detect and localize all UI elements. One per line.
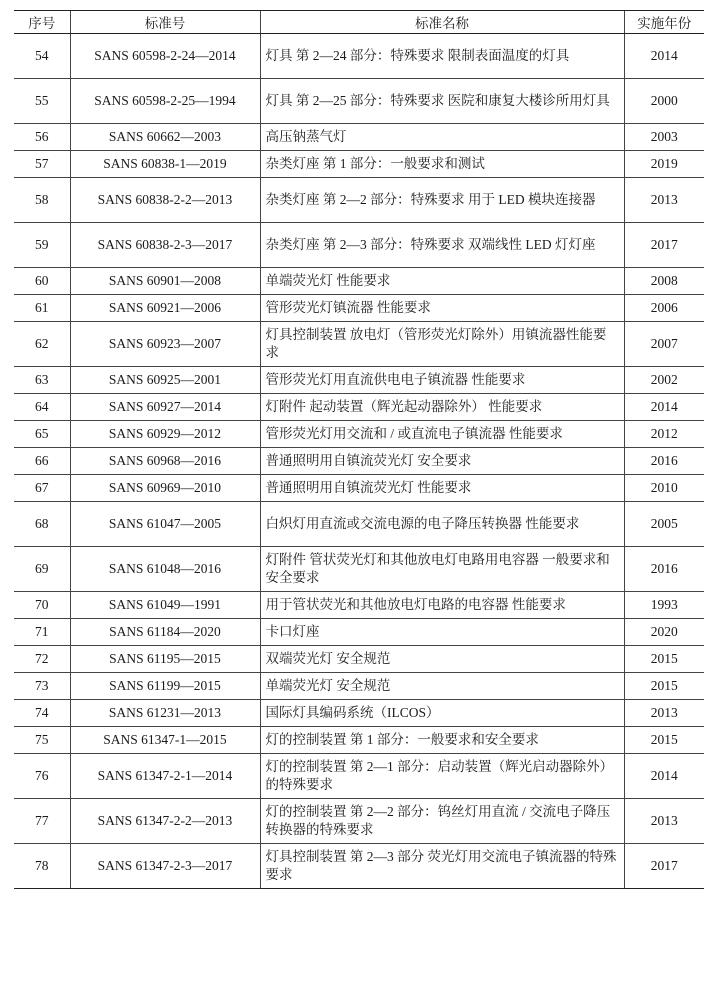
cell-year: 2015 [624,673,704,700]
cell-serial-no: 60 [14,268,70,295]
table-row [14,448,704,475]
cell-serial-no: 62 [14,322,70,367]
cell-standard-name: 国际灯具编码系统（ILCOS） [260,700,624,727]
cell-standard-code: SANS 61049—1991 [70,592,260,619]
cell-standard-name: 杂类灯座 第 2—3 部分：特殊要求 双端线性 LED 灯灯座 [260,223,624,268]
cell-year: 2003 [624,124,704,151]
cell-standard-code: SANS 61047—2005 [70,502,260,547]
cell-standard-code: SANS 60662—2003 [70,124,260,151]
cell-standard-code: SANS 60968—2016 [70,448,260,475]
cell-standard-code: SANS 60598-2-25—1994 [70,79,260,124]
cell-year: 2015 [624,727,704,754]
table-row [14,727,704,754]
cell-standard-name: 双端荧光灯 安全规范 [260,646,624,673]
cell-serial-no: 73 [14,673,70,700]
cell-serial-no: 66 [14,448,70,475]
cell-standard-name: 管形荧光灯用交流和 / 或直流电子镇流器 性能要求 [260,421,624,448]
table-row [14,547,704,592]
cell-standard-code: SANS 61199—2015 [70,673,260,700]
cell-standard-name: 用于管状荧光和其他放电灯电路的电容器 性能要求 [260,592,624,619]
header-row [14,11,704,34]
cell-serial-no: 63 [14,367,70,394]
cell-year: 2010 [624,475,704,502]
table-row [14,151,704,178]
cell-standard-code: SANS 61347-1—2015 [70,727,260,754]
table-row [14,799,704,844]
cell-year: 2008 [624,268,704,295]
table-row [14,268,704,295]
table-body [14,34,704,889]
table-row [14,646,704,673]
cell-serial-no: 55 [14,79,70,124]
cell-standard-name: 高压钠蒸气灯 [260,124,624,151]
cell-standard-code: SANS 60838-2-2—2013 [70,178,260,223]
table-row [14,124,704,151]
header-implementation-year: 实施年份 [624,11,704,34]
cell-year: 2014 [624,34,704,79]
table-row [14,223,704,268]
cell-serial-no: 68 [14,502,70,547]
cell-year: 2007 [624,322,704,367]
cell-serial-no: 57 [14,151,70,178]
cell-standard-name: 灯具控制装置 第 2—3 部分 荧光灯用交流电子镇流器的特殊要求 [260,844,624,889]
cell-standard-name: 卡口灯座 [260,619,624,646]
cell-standard-code: SANS 60969—2010 [70,475,260,502]
cell-serial-no: 59 [14,223,70,268]
cell-standard-code: SANS 61195—2015 [70,646,260,673]
cell-year: 2015 [624,646,704,673]
cell-standard-name: 管形荧光灯用直流供电电子镇流器 性能要求 [260,367,624,394]
cell-standard-code: SANS 61231—2013 [70,700,260,727]
cell-year: 2013 [624,700,704,727]
cell-standard-name: 单端荧光灯 性能要求 [260,268,624,295]
table-row [14,394,704,421]
cell-standard-code: SANS 60901—2008 [70,268,260,295]
cell-standard-code: SANS 61347-2-2—2013 [70,799,260,844]
cell-serial-no: 61 [14,295,70,322]
cell-year: 2016 [624,448,704,475]
cell-standard-name: 灯具 第 2—24 部分：特殊要求 限制表面温度的灯具 [260,34,624,79]
cell-serial-no: 64 [14,394,70,421]
cell-year: 2005 [624,502,704,547]
cell-standard-name: 灯附件 起动装置（辉光起动器除外） 性能要求 [260,394,624,421]
cell-standard-code: SANS 60925—2001 [70,367,260,394]
table-row [14,322,704,367]
header-standard-name: 标准名称 [260,11,624,34]
cell-year: 2020 [624,619,704,646]
cell-standard-code: SANS 60921—2006 [70,295,260,322]
cell-year: 2013 [624,799,704,844]
table-row [14,502,704,547]
cell-standard-name: 灯具 第 2—25 部分：特殊要求 医院和康复大楼诊所用灯具 [260,79,624,124]
cell-serial-no: 75 [14,727,70,754]
table-row [14,295,704,322]
cell-serial-no: 72 [14,646,70,673]
cell-serial-no: 76 [14,754,70,799]
table-row [14,79,704,124]
header-standard-code: 标准号 [70,11,260,34]
cell-standard-code: SANS 60838-1—2019 [70,151,260,178]
table-row [14,178,704,223]
cell-standard-name: 灯的控制装置 第 2—1 部分：启动装置（辉光启动器除外）的特殊要求 [260,754,624,799]
cell-serial-no: 70 [14,592,70,619]
cell-standard-name: 普通照明用自镇流荧光灯 安全要求 [260,448,624,475]
cell-standard-code: SANS 61347-2-1—2014 [70,754,260,799]
cell-standard-code: SANS 60927—2014 [70,394,260,421]
cell-serial-no: 74 [14,700,70,727]
cell-standard-code: SANS 60929—2012 [70,421,260,448]
table-row [14,475,704,502]
table-row [14,754,704,799]
cell-serial-no: 71 [14,619,70,646]
cell-year: 2016 [624,547,704,592]
cell-year: 1993 [624,592,704,619]
header-serial-no: 序号 [14,11,70,34]
table-row [14,700,704,727]
table-row [14,673,704,700]
cell-standard-name: 杂类灯座 第 2—2 部分：特殊要求 用于 LED 模块连接器 [260,178,624,223]
cell-serial-no: 56 [14,124,70,151]
cell-serial-no: 58 [14,178,70,223]
cell-standard-code: SANS 60923—2007 [70,322,260,367]
table-row [14,592,704,619]
cell-standard-code: SANS 60598-2-24—2014 [70,34,260,79]
cell-standard-code: SANS 61347-2-3—2017 [70,844,260,889]
cell-standard-name: 管形荧光灯镇流器 性能要求 [260,295,624,322]
cell-year: 2006 [624,295,704,322]
cell-standard-code: SANS 61184—2020 [70,619,260,646]
cell-year: 2002 [624,367,704,394]
cell-serial-no: 69 [14,547,70,592]
cell-standard-name: 白炽灯用直流或交流电源的电子降压转换器 性能要求 [260,502,624,547]
table-row [14,844,704,889]
cell-year: 2012 [624,421,704,448]
cell-standard-name: 单端荧光灯 安全规范 [260,673,624,700]
cell-year: 2017 [624,844,704,889]
cell-year: 2000 [624,79,704,124]
cell-serial-no: 54 [14,34,70,79]
cell-serial-no: 78 [14,844,70,889]
cell-serial-no: 67 [14,475,70,502]
table-header [14,11,704,34]
cell-standard-name: 普通照明用自镇流荧光灯 性能要求 [260,475,624,502]
cell-year: 2019 [624,151,704,178]
cell-serial-no: 77 [14,799,70,844]
table-row [14,34,704,79]
cell-year: 2017 [624,223,704,268]
standards-table [14,10,704,889]
cell-year: 2013 [624,178,704,223]
table-row [14,619,704,646]
cell-standard-name: 灯具控制装置 放电灯（管形荧光灯除外）用镇流器性能要求 [260,322,624,367]
cell-standard-name: 灯的控制装置 第 1 部分：一般要求和安全要求 [260,727,624,754]
cell-standard-name: 杂类灯座 第 1 部分：一般要求和测试 [260,151,624,178]
cell-year: 2014 [624,754,704,799]
cell-standard-code: SANS 61048—2016 [70,547,260,592]
table-row [14,367,704,394]
table-row [14,421,704,448]
cell-standard-name: 灯的控制装置 第 2—2 部分：钨丝灯用直流 / 交流电子降压转换器的特殊要求 [260,799,624,844]
cell-standard-code: SANS 60838-2-3—2017 [70,223,260,268]
cell-year: 2014 [624,394,704,421]
cell-standard-name: 灯附件 管状荧光灯和其他放电灯电路用电容器 一般要求和安全要求 [260,547,624,592]
cell-serial-no: 65 [14,421,70,448]
